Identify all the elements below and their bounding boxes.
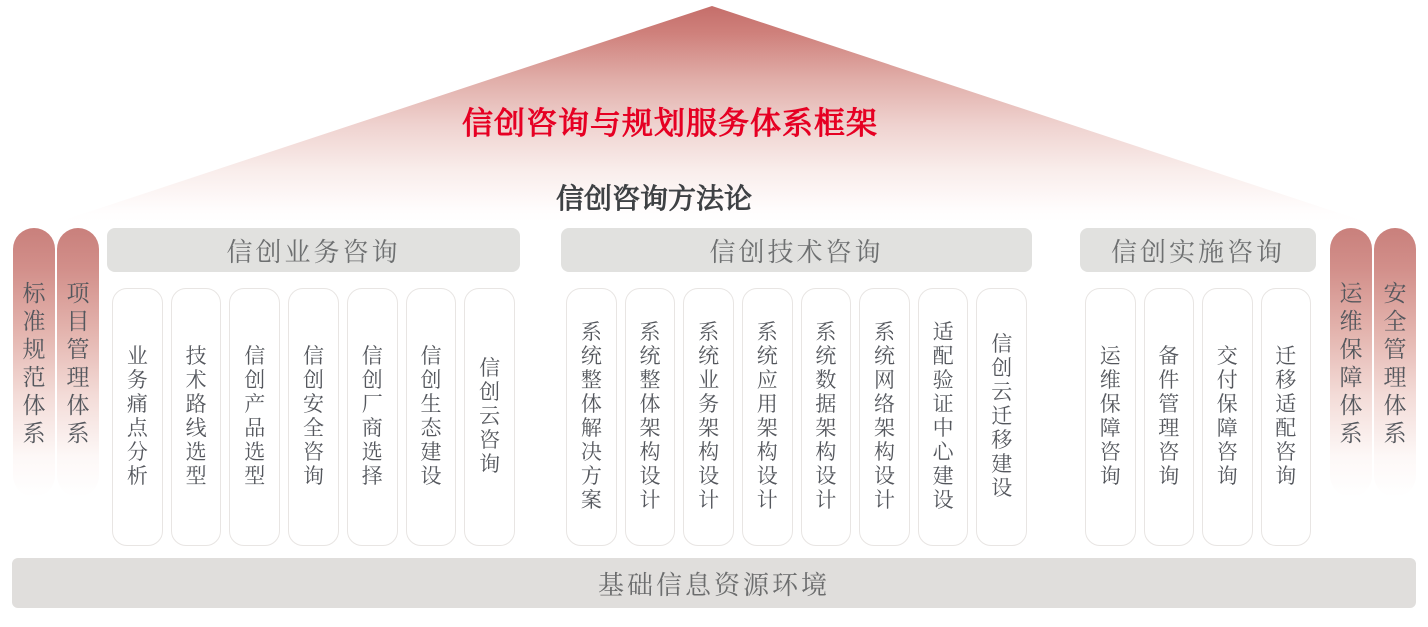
- service-cell-label: 备 件 管 理 咨 询: [1158, 345, 1180, 488]
- service-cell: [1144, 288, 1195, 546]
- service-cell: [1202, 288, 1253, 546]
- group-header: 信创业务咨询: [107, 228, 520, 272]
- group-cells: [112, 288, 515, 546]
- service-cell-label: 迁 移 适 配 咨 询: [1275, 345, 1297, 488]
- group-header: 信创实施咨询: [1080, 228, 1316, 272]
- service-cell: [625, 288, 676, 546]
- pillar-label: 运 维 保 障 体 系: [1339, 279, 1363, 446]
- group-business-consulting: [107, 228, 520, 488]
- service-cell-label: 系 统 数 据 架 构 设 计: [815, 321, 837, 512]
- pillar-operations-assurance: [1330, 228, 1372, 497]
- service-cell-label: 信 创 安 全 咨 询: [303, 345, 325, 488]
- service-cell-label: 信 创 生 态 建 设: [420, 345, 442, 488]
- service-cell: [742, 288, 793, 546]
- service-cell-label: 系 统 网 络 架 构 设 计: [873, 321, 895, 512]
- pillar-standards-system: [13, 228, 55, 497]
- group-header: 信创技术咨询: [561, 228, 1032, 272]
- service-cell-label: 业 务 痛 点 分 析: [126, 345, 148, 488]
- service-cell-label: 信 创 厂 商 选 择: [361, 345, 383, 488]
- service-cell: [859, 288, 910, 546]
- service-cell-label: 适 配 验 证 中 心 建 设: [932, 321, 954, 512]
- pillar-label: 标 准 规 范 体 系: [22, 279, 46, 446]
- group-cells: [1085, 288, 1311, 546]
- service-cell-label: 系 统 整 体 解 决 方 案: [580, 321, 602, 512]
- service-cell-label: 信 创 云 迁 移 建 设: [991, 333, 1013, 500]
- group-cells: [566, 288, 1027, 546]
- service-cell-label: 系 统 业 务 架 构 设 计: [698, 321, 720, 512]
- methodology-title: 信创咨询方法论: [555, 183, 753, 214]
- service-cell: [1261, 288, 1312, 546]
- service-cell: [566, 288, 617, 546]
- service-cell: [347, 288, 398, 546]
- pillar-project-management: [57, 228, 99, 497]
- foundation-bar: 基础信息资源环境: [12, 558, 1416, 608]
- service-cell-label: 运 维 保 障 咨 询: [1099, 345, 1121, 488]
- service-cell-label: 交 付 保 障 咨 询: [1216, 345, 1238, 488]
- service-cell-label: 系 统 整 体 架 构 设 计: [639, 321, 661, 512]
- pillar-label: 项 目 管 理 体 系: [66, 279, 90, 446]
- service-cell: [464, 288, 515, 546]
- service-cell: [801, 288, 852, 546]
- service-cell-label: 系 统 应 用 架 构 设 计: [756, 321, 778, 512]
- service-cell: [1085, 288, 1136, 546]
- service-cell: [288, 288, 339, 546]
- service-cell: [976, 288, 1027, 546]
- service-cell: [171, 288, 222, 546]
- service-cell: [406, 288, 457, 546]
- service-cell: [229, 288, 280, 546]
- service-cell: [918, 288, 969, 546]
- service-cell-label: 技 术 路 线 选 型: [185, 345, 207, 488]
- pillar-security-management: [1374, 228, 1416, 497]
- page-title: 信创咨询与规划服务体系框架: [462, 106, 878, 141]
- service-cell: [112, 288, 163, 546]
- service-cell: [683, 288, 734, 546]
- pillar-label: 安 全 管 理 体 系: [1383, 279, 1407, 446]
- group-implementation-consulting: [1080, 228, 1316, 488]
- service-cell-label: 信 创 产 品 选 型: [244, 345, 266, 488]
- group-technical-consulting: [561, 228, 1032, 512]
- service-cell-label: 信 创 云 咨 询: [479, 357, 501, 476]
